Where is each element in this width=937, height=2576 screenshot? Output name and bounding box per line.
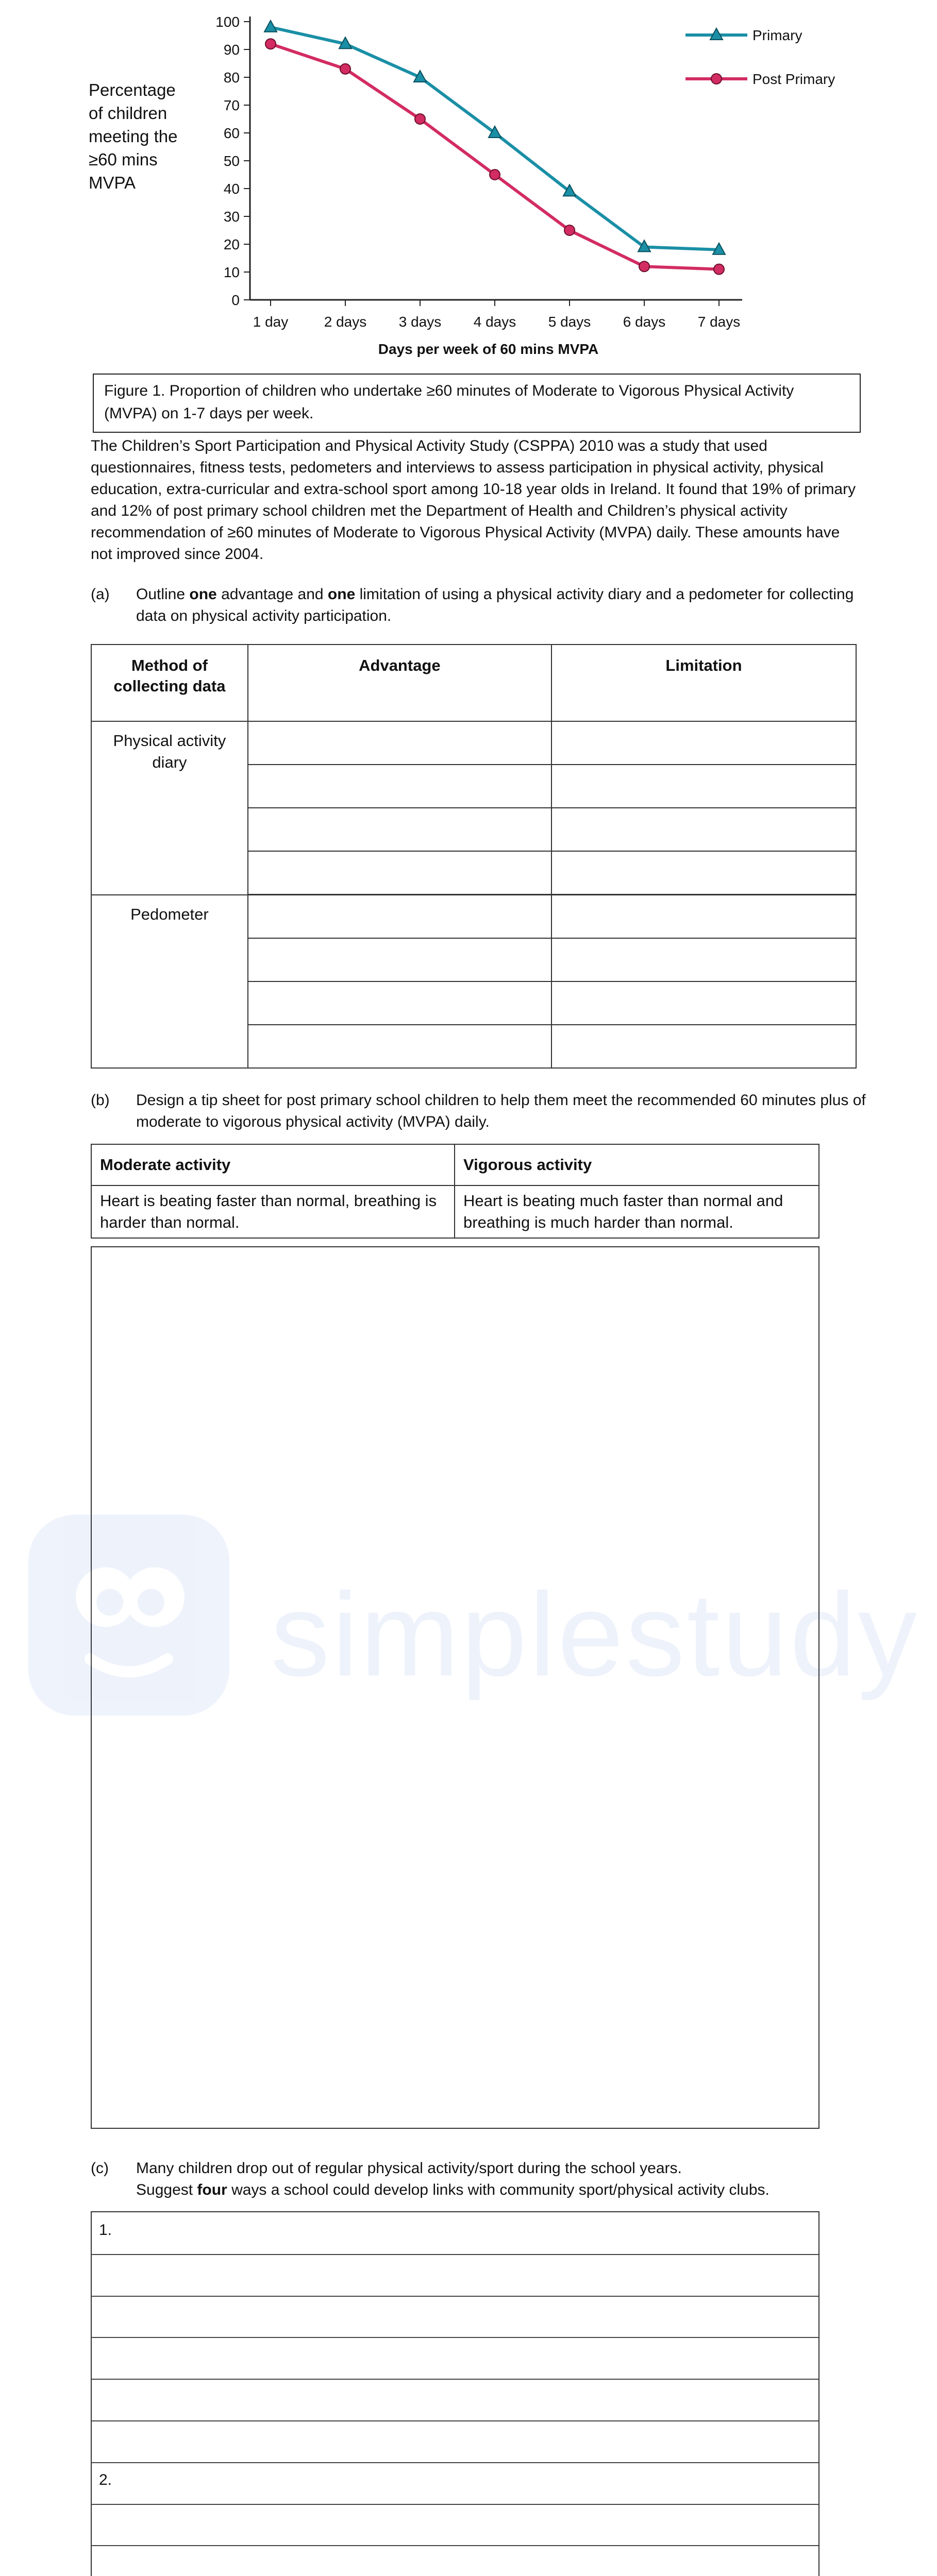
- emphasis: one: [189, 586, 217, 603]
- y-tick-label: 70: [223, 97, 240, 113]
- answer-number: 2.: [99, 2471, 112, 2488]
- table-header: Moderate activity: [91, 1144, 455, 1185]
- legend-label: Post Primary: [752, 71, 835, 87]
- answer-line: [92, 2545, 818, 2546]
- text-run: ways a school could develop links with community sport/physical activity clubs.: [227, 2181, 769, 2198]
- data-point-circle: [564, 225, 575, 235]
- y-axis-label-line: Percentage: [89, 80, 176, 99]
- question-b-text: Design a tip sheet for post primary school children to help them meet the recommended 60 minutes plus of moderate to vigorous physical activity (MVPA) daily.: [136, 1092, 866, 1130]
- chart-axes: [215, 14, 742, 357]
- y-tick-label: 40: [223, 181, 240, 197]
- figure-caption: Figure 1. Proportion of children who undertake ≥60 minutes of Moderate to Vigorous Physical Activity (MVPA) on 1-7 days per week.: [93, 374, 861, 433]
- series-line: [271, 44, 719, 269]
- data-point-circle: [415, 114, 425, 124]
- answer-number: 1.: [99, 2222, 112, 2239]
- data-point-circle: [340, 64, 350, 74]
- answer-line: [92, 2462, 818, 2463]
- question-c: [91, 2158, 864, 2204]
- x-tick-label: 1 day: [253, 314, 289, 330]
- y-tick-label: 10: [223, 264, 240, 280]
- table-row: [91, 1185, 819, 1238]
- data-point-circle: [711, 74, 722, 84]
- watermark-text: simplestudy: [271, 1568, 919, 1701]
- answer-cell[interactable]: [551, 721, 856, 765]
- table-cell: Heart is beating much faster than normal and breathing is much harder than normal.: [455, 1185, 819, 1238]
- text-run: limitation of using a physical activity diary and a pedometer for collecting data on physical activity participation.: [136, 586, 854, 624]
- answer-line: [92, 2337, 818, 2338]
- y-tick-label: 60: [223, 125, 240, 141]
- legend-label: Primary: [752, 27, 802, 43]
- y-tick-label: 80: [223, 70, 240, 86]
- table-header: Method of collecting data: [91, 645, 248, 721]
- answer-line: [92, 2379, 818, 2380]
- y-tick-label: 0: [231, 292, 240, 308]
- question-c-label: (c): [91, 2160, 109, 2177]
- question-c-text: [136, 2158, 868, 2201]
- method-diary: Physical activity diary: [91, 721, 248, 895]
- table-cell: Heart is beating faster than normal, breathing is harder than normal.: [91, 1185, 455, 1238]
- answer-cell[interactable]: [551, 1025, 856, 1068]
- data-point-circle: [490, 170, 500, 180]
- question-a-label: (a): [91, 586, 110, 603]
- answer-cell[interactable]: [248, 721, 551, 765]
- table-row: [91, 721, 856, 765]
- answer-line: [92, 2504, 818, 2505]
- y-axis-label-line: MVPA: [89, 173, 136, 192]
- text-run: Outline: [136, 586, 190, 603]
- emphasis: one: [327, 586, 356, 603]
- question-a: [91, 584, 864, 630]
- answer-cell[interactable]: [551, 765, 856, 808]
- text-run: advantage and: [216, 586, 328, 603]
- question-a-text: [136, 584, 868, 627]
- table-header-row: [91, 1144, 819, 1185]
- answer-cell[interactable]: [248, 851, 551, 895]
- intro-paragraph: The Children’s Sport Participation and Physical Activity Study (CSPPA) 2010 was a study that used questionnaires, fitness tests, pedometers and interviews to assess participation in physical activity, physical education, extra-curricular and extra-school sport among 10-18 year olds in Ireland. It found that 19% of primary and 12% of post primary school children met the Department of Health and Children’s physical activity recommendation of ≥60 minutes of Moderate to Vigorous Physical Activity (MVPA) daily. These amounts have not improved since 2004.: [91, 437, 856, 563]
- x-tick-label: 5 days: [548, 314, 591, 330]
- emphasis: four: [197, 2181, 227, 2198]
- answer-cell[interactable]: [551, 808, 856, 851]
- community-links-answer-area[interactable]: [91, 2211, 819, 2576]
- answer-line: [92, 2420, 818, 2421]
- x-tick-label: 2 days: [324, 314, 367, 330]
- answer-cell[interactable]: [248, 808, 551, 851]
- answer-line: [92, 2254, 818, 2255]
- data-point-circle: [265, 39, 276, 49]
- x-axis-title: Days per week of 60 mins MVPA: [378, 341, 599, 357]
- x-tick-label: 3 days: [398, 314, 442, 330]
- answer-line: [92, 2296, 818, 2297]
- text-run: Suggest: [136, 2181, 197, 2198]
- answer-cell[interactable]: [248, 1025, 551, 1068]
- x-tick-label: 6 days: [623, 314, 666, 330]
- y-axis-label: [89, 78, 207, 194]
- y-tick-label: 90: [223, 42, 240, 58]
- y-axis-label-line: ≥60 mins: [89, 150, 158, 169]
- y-tick-label: 30: [223, 209, 240, 225]
- table-header-row: [91, 645, 856, 721]
- answer-cell[interactable]: [551, 895, 856, 939]
- activity-intensity-table: [91, 1144, 819, 1239]
- method-pedometer: Pedometer: [91, 895, 248, 1069]
- chart-series: [264, 21, 725, 275]
- y-axis-label-line: meeting the: [89, 127, 178, 146]
- answer-cell[interactable]: [551, 981, 856, 1025]
- owl-face-icon: [28, 1515, 235, 1721]
- answer-cell[interactable]: [248, 895, 551, 939]
- x-tick-label: 7 days: [697, 314, 741, 330]
- question-b-label: (b): [91, 1092, 110, 1109]
- table-row: [91, 895, 856, 939]
- answer-cell[interactable]: [248, 938, 551, 981]
- data-point-circle: [639, 261, 649, 272]
- y-axis-label-line: of children: [89, 104, 168, 123]
- question-c-line: Many children drop out of regular physical activity/sport during the school years.: [136, 2160, 682, 2177]
- answer-cell[interactable]: [551, 851, 856, 895]
- answer-cell[interactable]: [551, 938, 856, 981]
- data-collection-table: [91, 644, 857, 1069]
- chart-legend: [685, 27, 835, 87]
- series-line: [271, 27, 719, 250]
- table-header: Limitation: [551, 645, 856, 721]
- data-point-triangle: [264, 21, 277, 32]
- answer-cell[interactable]: [248, 981, 551, 1025]
- y-tick-label: 100: [215, 14, 240, 30]
- x-tick-label: 4 days: [473, 314, 516, 330]
- y-tick-label: 20: [223, 236, 240, 252]
- answer-cell[interactable]: [248, 765, 551, 808]
- y-tick-label: 50: [223, 153, 240, 169]
- data-point-circle: [714, 264, 724, 275]
- question-b: [91, 1090, 864, 1136]
- table-header: Advantage: [248, 645, 551, 721]
- table-header: Vigorous activity: [455, 1144, 819, 1185]
